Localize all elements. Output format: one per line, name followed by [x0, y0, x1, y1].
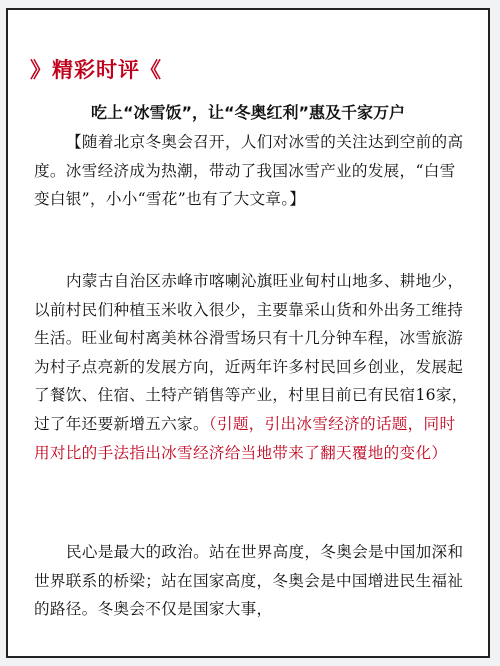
- body-paragraph-2-text: 民心是最大的政治。站在世界高度，冬奥会是中国加深和世界联系的桥梁；站在国家高度，冬奥会是中国增进民生福祉的路径。冬奥会不仅是国家大事，: [34, 543, 464, 619]
- body-paragraph-1: [34, 267, 470, 467]
- document-page: [6, 8, 490, 658]
- headline: 吃上“冰雪饭”，让“冬奥红利”惠及千家万户: [90, 103, 406, 122]
- body-paragraph-2: [34, 538, 470, 624]
- intro-text: 【随着北京冬奥会召开，人们对冰雪的关注达到空前的高度。冰雪经济成为热潮，带动了我国冰雪产业的发展，“白雪变白银”，小小“雪花”也有了大文章。】: [34, 133, 464, 209]
- section-title: 》精彩时评《: [30, 58, 162, 82]
- annotation-note: （引题，引出冰雪经济的话题，同时用对比的手法指出冰雪经济给当地带来了翻天覆地的变化）: [34, 414, 456, 462]
- intro-paragraph: [34, 128, 470, 214]
- body-paragraph-1-text: 内蒙古自治区赤峰市喀喇沁旗旺业甸村山地多、耕地少，以前村民们种植玉米收入很少，主要靠采山货和外出务工维持生活。旺业甸村离美林谷滑雪场只有十几分钟车程，冰雪旅游为村子点亮新的发展方向，近两年许多村民回乡创业，发展起了餐饮、住宿、土特产销售等产业，村里目前已有民宿16家，过了年还要新增五六家。: [34, 272, 468, 433]
